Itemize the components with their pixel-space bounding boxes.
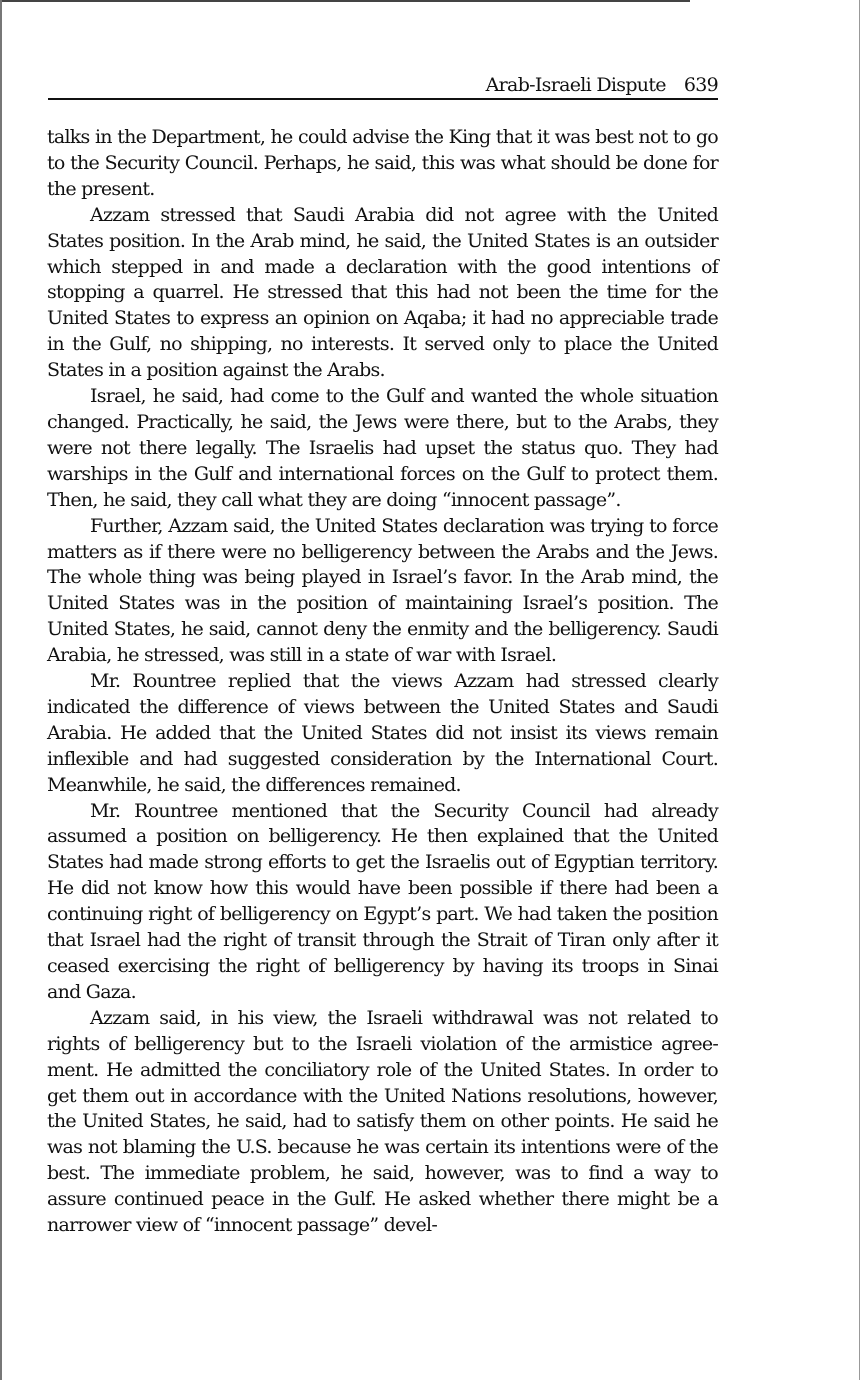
page-number: 639 [683, 74, 718, 96]
body-text [47, 125, 718, 1239]
scan-edge-left [0, 0, 2, 1380]
paragraph: Further, Azzam said, the United States declaration was trying to force matters as if there were no belligerency between the Arabs and the Jews. The whole thing was being played in Israel’s favor. In the Arab mind, the United States was in the position of maintaining Israel’s position. The United States, he said, cannot deny the enmity and the belligerency. Saudi Arabia, he stressed, was still in a state of war with Israel. [47, 514, 718, 667]
scan-edge-right [859, 0, 860, 1380]
paragraph: Israel, he said, had come to the Gulf and wanted the whole situation changed. Practically, he said, the Jews were there, but to the Arabs, they were not there legally. The Israelis had upset the status quo. They had warships in the Gulf and international forces on the Gulf to protect them. Then, he said, they call what they are doing “innocent passage”. [47, 385, 718, 511]
running-head-title: Arab-Israeli Dispute [485, 74, 666, 96]
running-head [48, 74, 718, 100]
paragraph: Azzam stressed that Saudi Arabia did not agree with the United States position. In the Arab mind, he said, the United States is an outsider which stepped in and made a declaration with the good intentions of stopping a quarrel. He stressed that this had not been the time for the United States to express an opinion on Aqaba; it had no appreciable trade in the Gulf, no shipping, no interests. It served only to place the United States in a position against the Arabs. [47, 203, 718, 382]
paragraph-continued: talks in the Department, he could advise the King that it was best not to go to the Security Council. Perhaps, he said, this was what should be done for the present. [47, 126, 718, 200]
paragraph: Azzam said, in his view, the Israeli withdrawal was not related to rights of belligerency but to the Israeli violation of the armistice agree-ment. He admitted the conciliatory role of the United States. In order to get them out in accordance with the United Nations resolutions, however, the United States, he said, had to satisfy them on other points. He said he was not blaming the U.S. because he was certain its intentions were of the best. The immediate problem, he said, however, was to find a way to assure continued peace in the Gulf. He asked whether there might be a narrower view of “innocent passage” devel- [47, 1006, 718, 1237]
paragraph: Mr. Rountree mentioned that the Security Council had already assumed a position on belligerency. He then explained that the United States had made strong efforts to get the Israelis out of Egyptian territory. He did not know how this would have been possible if there had been a continuing right of belligerency on Egypt’s part. We had taken the position that Israel had the right of transit through the Strait of Tiran only after it ceased exercising the right of belligerency by having its troops in Sinai and Gaza. [47, 799, 718, 1003]
paragraph: Mr. Rountree replied that the views Azzam had stressed clearly indicated the difference of views between the United States and Saudi Arabia. He added that the United States did not insist its views remain inflexible and had suggested consideration by the International Court. Meanwhile, he said, the differences remained. [47, 670, 718, 796]
scan-edge-top [0, 0, 690, 2]
